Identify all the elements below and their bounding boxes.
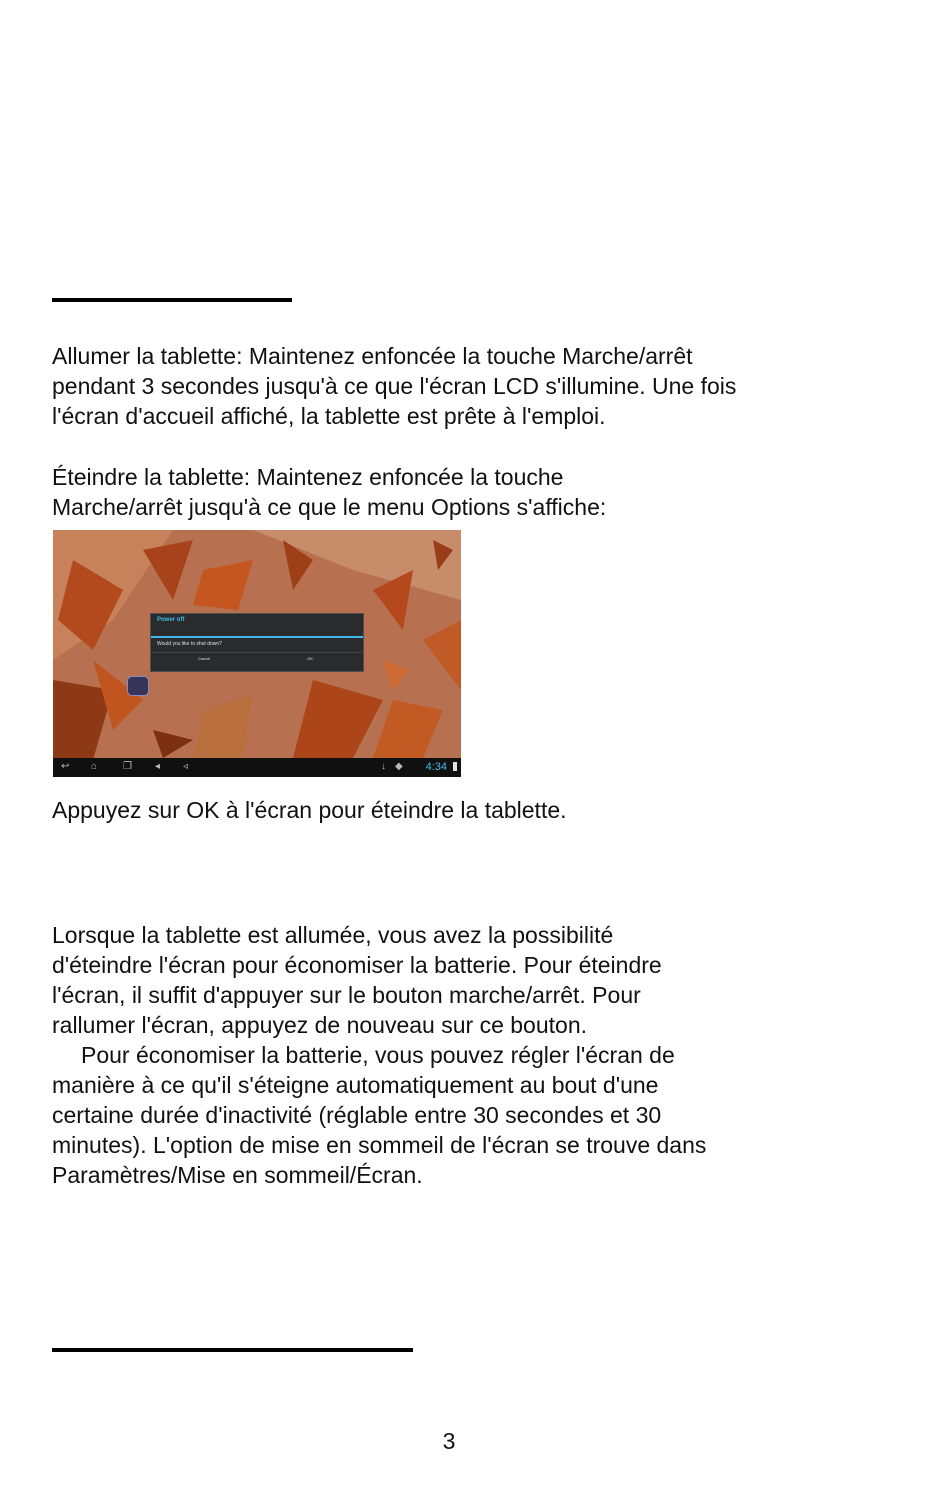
recent-apps-icon[interactable]: ❐	[123, 761, 132, 772]
ok-button[interactable]: OK	[307, 656, 313, 661]
bottom-divider	[52, 1348, 413, 1352]
dialog-message: Would you like to shut down?	[157, 641, 222, 647]
clock: 4:34	[425, 761, 447, 773]
app-icon[interactable]	[127, 676, 149, 696]
power-off-screenshot	[53, 530, 461, 777]
screen-off-paragraph: Lorsque la tablette est allumée, vous avez la possibilité d'éteindre l'écran pour économiser la batterie. Pour éteindre l'écran, il suffit d'appuyer sur le bouton marche/arrêt. Pour rallumer l'écran, appuyez de nouveau sur ce bouton.	[52, 922, 662, 1038]
volume-up-icon[interactable]: ◃	[183, 761, 189, 772]
wifi-icon: ◆	[395, 761, 403, 772]
press-ok-paragraph: Appuyez sur OK à l'écran pour éteindre la tablette.	[52, 797, 567, 823]
sleep-paragraph: Pour économiser la batterie, vous pouvez régler l'écran de manière à ce qu'il s'éteigne automatiquement au bout d'une certaine durée d'inactivité (réglable entre 30 secondes et 30 minutes). L'option de mise en sommeil de l'écran se trouve dans Paramètres/Mise en sommeil/Écran.	[52, 1042, 707, 1188]
power-off-dialog	[150, 613, 364, 672]
dialog-title: Power off	[157, 617, 185, 623]
back-icon[interactable]: ↩	[61, 761, 70, 772]
system-navigation-bar	[53, 758, 461, 777]
download-icon: ↓	[381, 761, 386, 772]
home-icon[interactable]: ⌂	[91, 761, 98, 772]
top-divider	[52, 298, 292, 302]
cancel-button[interactable]: Cancel	[197, 656, 211, 661]
volume-down-icon[interactable]: ◂	[155, 761, 161, 772]
power-off-paragraph: Éteindre la tablette: Maintenez enfoncée la touche Marche/arrêt jusqu'à ce que le menu Options s'affiche:	[52, 464, 607, 520]
power-on-paragraph: Allumer la tablette: Maintenez enfoncée la touche Marche/arrêt pendant 3 secondes jusqu'à ce que l'écran LCD s'illumine. Une fois l'écran d'accueil affiché, la tablette est prête à l'emploi.	[52, 343, 737, 429]
battery-icon	[453, 762, 457, 771]
page-number: 3	[442, 1428, 456, 1454]
dialog-button-divider	[151, 652, 363, 653]
dialog-title-divider	[151, 636, 363, 638]
